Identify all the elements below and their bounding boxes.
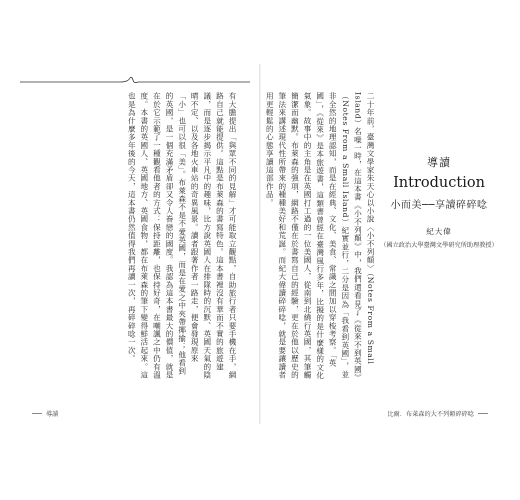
author-affiliation: （國立政治大學臺灣文學研究所助理教授） bbox=[380, 242, 498, 249]
left-page-footer bbox=[28, 409, 58, 418]
ornament-swash bbox=[20, 76, 250, 86]
section-label: 導讀 bbox=[427, 156, 451, 169]
author-block bbox=[370, 226, 508, 249]
right-page-body: 二十年前，臺灣文學家朱天心以小說〈小不列顛〉（Notes From a Small Island）名噪一時，在這本書《小不列顛》中，我們還看見了《從來不到英國》（Notes From a Small Island）紀實並行，二分是因為「我看到英國」，並非全然的地理認知，而是在經典、文化、美食、常識之間加以穿梭考察。「英國」，《從來》是本旅遊書，這類書曾經在臺灣風行多年，比擬的是什麼樣的文化氣象。故事中的主角是在英國打工過的一位美國人，從南到北繞行英國，其筆觸簡潔而幽默。布萊森的強項，網路不僅在於書寫自己的經驗，更在於他以歷史的筆法來講述現代性所帶來的種種美好和荒誕。而紀大偉讀碎碎唸，就是要讓讀者用更輕鬆的心態享讀這部作品。 bbox=[265, 92, 375, 382]
right-page-footer bbox=[387, 409, 492, 418]
right-footer-label: 比爾．布萊森的大不列顛碎碎唸 bbox=[387, 411, 474, 418]
footer-rule bbox=[32, 413, 42, 414]
chapter-title-block bbox=[379, 154, 499, 211]
page-gutter bbox=[259, 64, 261, 424]
title-english: Introduction bbox=[393, 175, 485, 191]
footer-rule bbox=[478, 413, 488, 414]
left-footer-label: 導讀 bbox=[46, 411, 59, 418]
author-name: 紀大偉 bbox=[426, 227, 452, 236]
left-page-body: 有大膽提出「與眾不同的見解」才可能取立觀點，自助旅行者只要手機在手，網路自己就能提供。這點是布萊森的書寫特色。這本書裡沒有華而不實的旅遊建議，而是逐步揭示平凡中的趣味，比方說英國人在排隊時的沉默、英國天氣的陰晴不定、以及各地火車站的奇異風景。讀者跟著作者一路走，便會發現原來「小」也可以很「美」。布萊森不是不愛英國，而是在愛之中夾帶揶揄；他看到的英國，是一個充滿矛盾卻又令人眷戀的國度。我認為這本書最大的價值，就是在於它示範了一種觀看他者的方式：保持距離，也保持好奇，在嘲諷之中仍有溫度。本書的英國人、英國地方、英國食物，都在布萊森的筆下變得鮮活起來。這也是為什麼多年後的今天，這本書仍然值得我們再讀一次，再碎碎唸一次。 bbox=[127, 92, 237, 379]
chapter-subtitle: 小而美──享讀碎碎唸 bbox=[390, 200, 488, 211]
book-spread bbox=[14, 64, 506, 424]
